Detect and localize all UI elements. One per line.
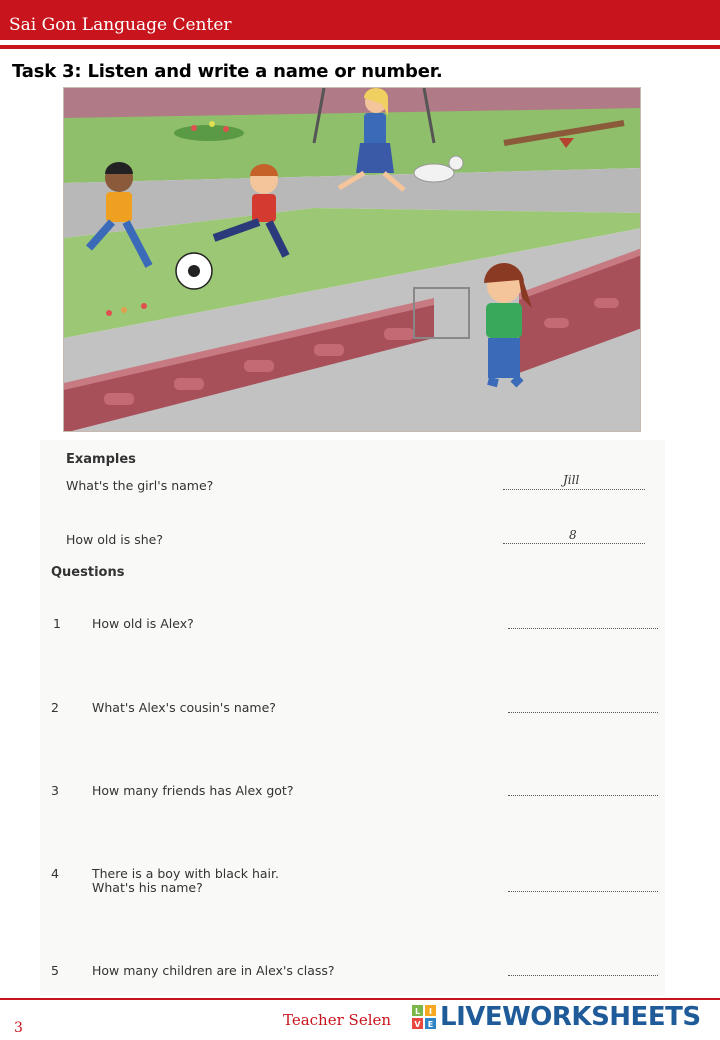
svg-text:E: E <box>427 1020 434 1029</box>
question-number: 4 <box>51 866 59 881</box>
answer-line-4[interactable] <box>508 891 658 892</box>
header-divider <box>0 45 720 49</box>
task-title: Task 3: Listen and write a name or number. <box>12 61 443 82</box>
example-answer-line-1 <box>503 489 645 490</box>
header-bar <box>0 0 720 40</box>
question-number: 3 <box>51 783 59 798</box>
answer-line-2[interactable] <box>508 712 658 713</box>
answer-line-1[interactable] <box>508 628 658 629</box>
question-4-line-1: There is a boy with black hair. <box>92 866 279 881</box>
answer-line-5[interactable] <box>508 975 658 976</box>
liveworksheets-logo[interactable] <box>410 1002 710 1034</box>
question-3-text: How many friends has Alex got? <box>92 783 294 798</box>
liveworksheets-badge-icon <box>412 1005 436 1029</box>
header-title: Sai Gon Language Center <box>9 15 232 35</box>
footer-divider <box>0 998 720 1000</box>
question-number: 1 <box>53 616 61 631</box>
example-answer-1: Jill <box>563 473 580 487</box>
teacher-name: Teacher Selen <box>283 1011 392 1029</box>
answer-line-3[interactable] <box>508 795 658 796</box>
question-number: 5 <box>51 963 59 978</box>
worksheet-scan-area <box>40 440 665 995</box>
example-question-2: How old is she? <box>66 532 163 547</box>
park-scene-image <box>64 88 641 432</box>
question-4-line-2: What's his name? <box>92 880 203 895</box>
example-answer-2: 8 <box>569 528 577 542</box>
liveworksheets-logo-text: LIVEWORKSHEETS <box>440 1002 701 1032</box>
example-question-1: What's the girl's name? <box>66 478 214 493</box>
svg-text:I: I <box>429 1007 432 1016</box>
svg-text:V: V <box>414 1020 421 1029</box>
questions-heading: Questions <box>51 565 125 580</box>
question-5-text: How many children are in Alex's class? <box>92 963 335 978</box>
question-1-text: How old is Alex? <box>92 616 194 631</box>
question-2-text: What's Alex's cousin's name? <box>92 700 276 715</box>
question-number: 2 <box>51 700 59 715</box>
svg-text:L: L <box>414 1007 421 1016</box>
page-number: 3 <box>14 1020 23 1036</box>
examples-heading: Examples <box>66 452 136 467</box>
example-answer-line-2 <box>503 543 645 544</box>
park-illustration <box>63 87 641 432</box>
